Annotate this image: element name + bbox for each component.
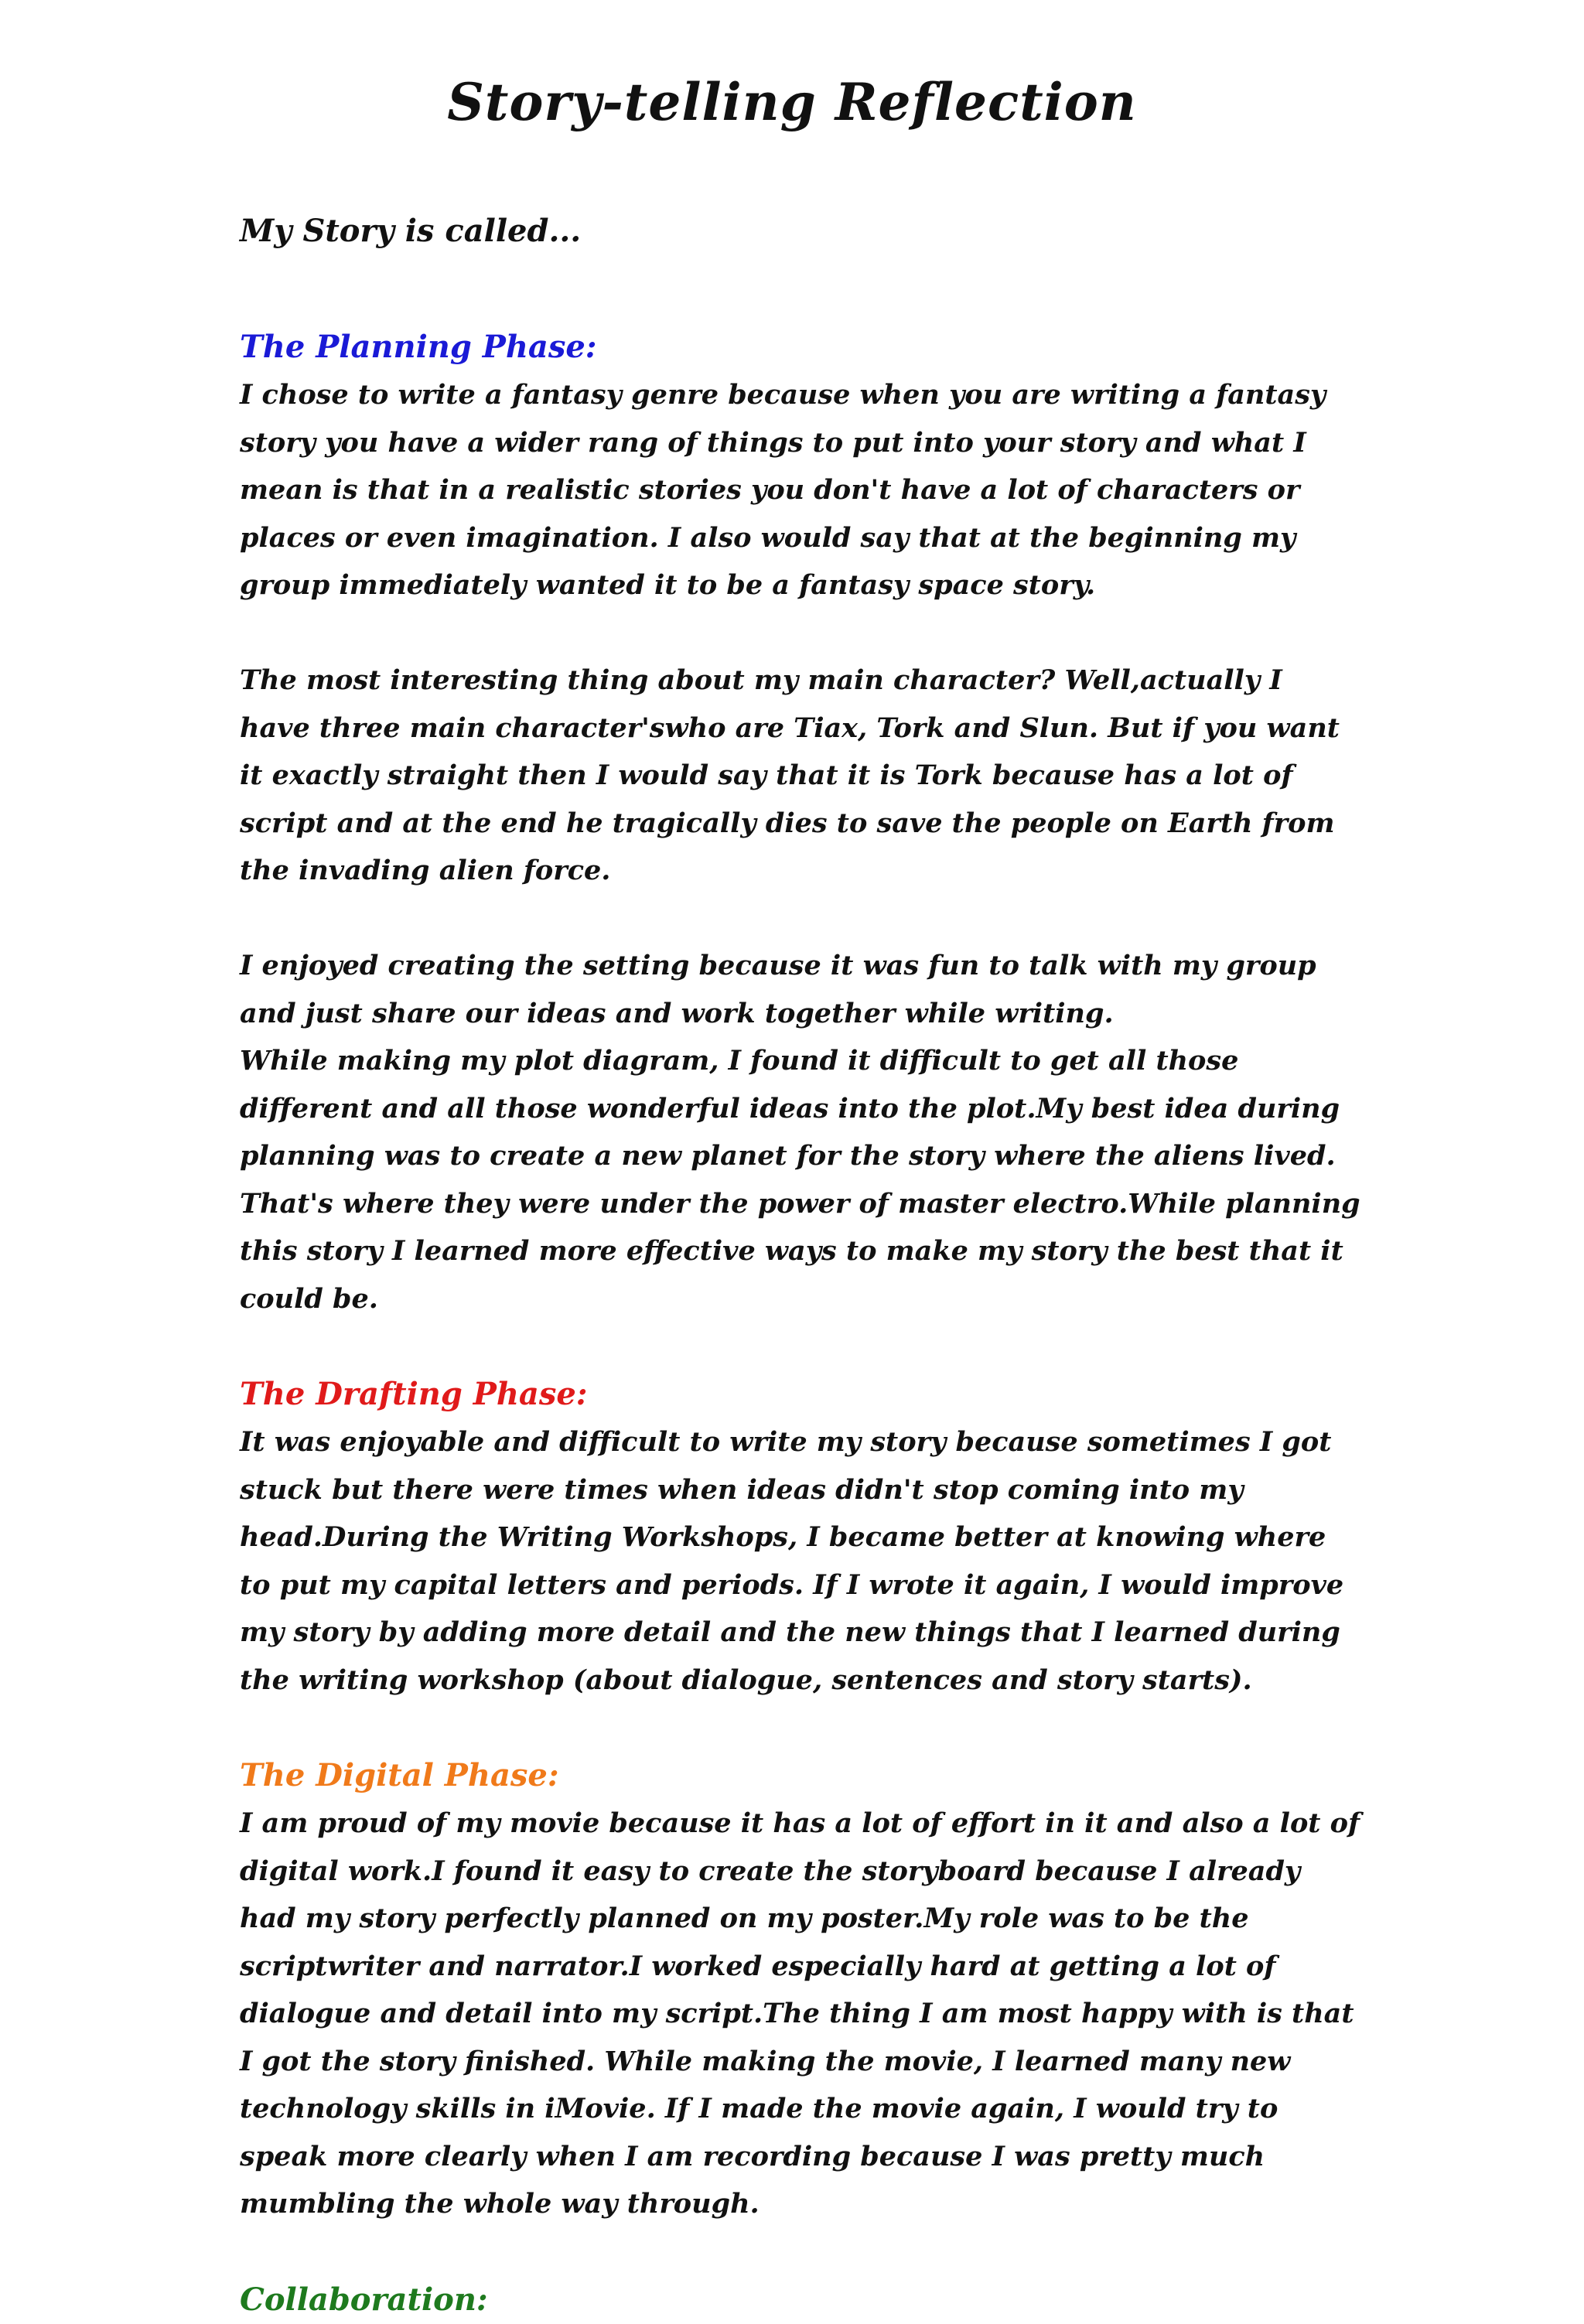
planning-paragraph-character: The most interesting thing about my main character? Well,actually I have three main character'swho are Tiax, Tork and Slun. But if you want it exactly straight then I would say that it is Tork because has a lot of script and at the end he tragically dies to save the people on Earth from the invading alien force. [240,664,1340,886]
planning-paragraph-setting: I enjoyed creating the setting because it was fun to talk with my group and just share our ideas and work together while writing. [240,950,1316,1029]
drafting-paragraph: It was enjoyable and difficult to write my story because sometimes I got stuck but there were times when ideas didn't stop coming into my head.During the Writing Workshops, I became better at knowing where to put my capital letters and periods. If I wrote it again, I would improve my story by adding more detail and the new things that I learned during the writing workshop (about dialogue, sentences and story starts). [240,1426,1344,1696]
story-title-line: My Story is called... [240,213,582,249]
drafting-section [240,1370,1361,1752]
section-spacer [240,2228,1361,2276]
page-title: Story-telling Reflection [447,72,1137,132]
document-body [240,207,1361,2324]
planning-paragraph-genre: I chose to write a fantasy genre because when you are writing a fantasy story you have a wider rang of things to put into your story and what I mean is that in a realistic stories you don't have a lot of characters or places or even imagination. I also would say that at the beginning my group immediately wanted it to be a fantasy space story. [240,379,1326,601]
collaboration-heading: Collaboration: [240,2281,488,2318]
digital-section [240,1752,1361,2276]
paragraph-spacer [240,609,1361,657]
drafting-heading: The Drafting Phase: [240,1376,588,1412]
digital-paragraph: I am proud of my movie because it has a lot of effort in it and also a lot of digital work.I found it easy to create the storyboard because I already had my story perfectly planned on my poster.My role was to be the scriptwriter and narrator.I worked especially hard at getting a lot of dialogue and detail into my script.The thing I am most happy with is that I got the story finished. While making the movie, I learned many new technology skills in iMovie. If I made the movie again, I would try to speak more clearly when I am recording because I was pretty much mumbling the whole way through. [240,1807,1360,2220]
planning-paragraph-plot: While making my plot diagram, I found it difficult to get all those different and all those wonderful ideas into the plot.My best idea during planning was to create a new planet for the story where the aliens lived. That's where they were under the power of master electro.While planning this story I learned more effective ways to make my story the best that it could be. [240,1045,1360,1315]
section-spacer [240,1704,1361,1752]
section-spacer [240,1322,1361,1370]
digital-heading: The Digital Phase: [240,1757,559,1793]
planning-heading: The Planning Phase: [240,329,597,365]
paragraph-spacer [240,895,1361,943]
planning-section [240,323,1361,1370]
collaboration-section [240,2276,1361,2324]
